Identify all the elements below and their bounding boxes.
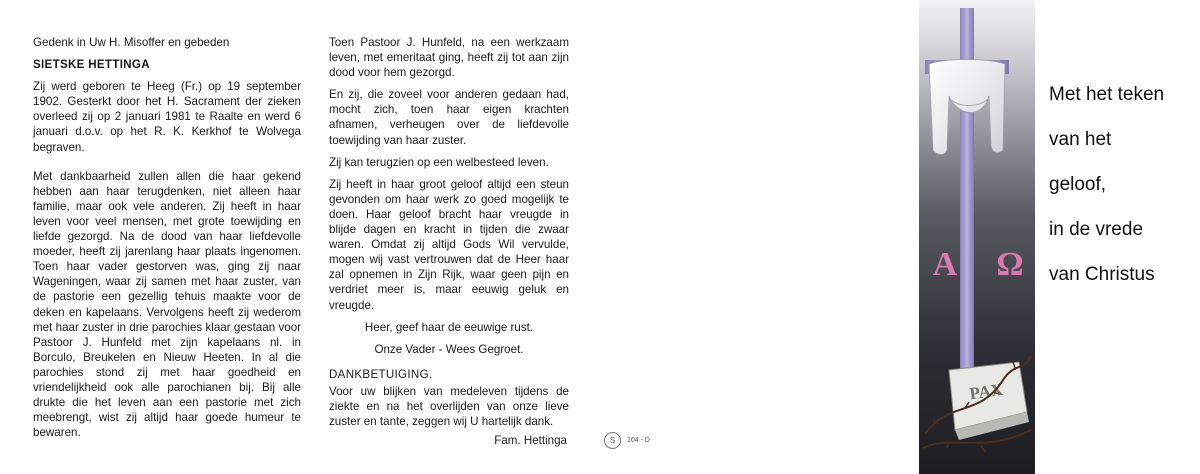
paragraph-faith: Zij heeft in haar groot geloof altijd een steun gevonden om haar werk zo goed mogelijk te doen. Haar geloof bracht haar vreugde in blijde dagen en kracht in tijden die zwaar waren. Omdat zij altijd Gods Wil vervulde, mogen wij vast vertrouwen dat de Heer haar zal opnemen in Zijn Rijk, waar geen pijn en verdriet meer is, maar eeuwig geluk en vreugde.	[329, 177, 569, 312]
verse-line-1: Met het teken	[1049, 84, 1165, 105]
acknowledgement-signature: Fam. Hettinga	[494, 434, 567, 448]
text-column-left	[33, 35, 301, 447]
biography-paragraph-2: Met dankbaarheid zullen allen die haar gekend hebben aan haar terugdenken, niet alleen haar familie, maar ook vele anderen. Zij heeft in haar leven voor veel mensen, met grote toewijding en liefde gezorgd. Na de dood van haar liefdevolle moeder, heeft zij jarenlang haar plaats ingenomen. Toen haar vader gestorven was, ging zij naar Wageningen, waar zij samen met haar zuster, van de pastorie een gezellig tehuis maakte voor de deken en kapelaans. Vervolgens heeft zij wederom met haar zuster in drie parochies klaar gestaan voor Pastoor J. Hunfeld met zijn kapelaans nl. in Borculo, Breukelen en Nieuw Heeten. In al die parochies stond zij met haar goedheid en vriendelijkheid ook alle parochianen bij. Bij alle drukte die het leven aan een pastorie met zich meebrengt, wist zij altijd haar goede humeur te bewaren.	[33, 169, 301, 440]
printer-mark	[604, 432, 650, 449]
verse-line-2: van het	[1049, 129, 1112, 150]
acknowledgement-body: Voor uw blijken van medeleven tijdens de ziekte en na het overlijden van onze lieve zuster en tante, zeggen wij U hartelijk dank.	[329, 385, 569, 429]
paragraph-retirement: Toen Pastoor J. Hunfeld, na een werkzaam leven, met emeritaat ging, heeft zij tot aan zijn dood voor hem gezorgd.	[329, 36, 569, 80]
verse-line-5: van Christus	[1049, 264, 1155, 285]
omega-symbol: Ω	[996, 246, 1024, 283]
acknowledgement-section	[329, 367, 569, 448]
text-column-right	[329, 35, 569, 364]
biography-paragraph-1: Zij werd geboren te Heeg (Fr.) op 19 september 1902. Gesterkt door het H. Sacrament der zieken overleed zij op 2 januari 1981 te Raalte en werd 6 januari d.o.v. op het R. K. Kerkhof te Wolvega begraven.	[33, 80, 301, 154]
printer-code: 104 - D	[627, 437, 650, 444]
acknowledgement-heading: DANKBETUIGING.	[329, 368, 433, 381]
verse-text	[1049, 72, 1164, 297]
cross-illustration	[919, 0, 1035, 474]
pax-inscription: PAX	[968, 379, 1005, 404]
printer-logo-icon: S	[604, 432, 621, 449]
verse-line-4: in de vrede	[1049, 219, 1144, 240]
prayer-line-1: Heer, geef haar de eeuwige rust.	[364, 320, 534, 334]
alpha-symbol: A	[932, 246, 958, 283]
paragraph-care: En zij, die zoveel voor anderen gedaan had, mocht zich, toen haar eigen krachten afnamen, verheugen over de liefdevolle toewijding van haar zuster.	[329, 88, 569, 147]
paragraph-life: Zij kan terugzien op een welbesteed leven.	[329, 155, 549, 169]
verse-line-3: geloof,	[1049, 174, 1107, 195]
deceased-name: SIETSKE HETTINGA	[33, 58, 150, 72]
prayer-line-2: Onze Vader - Wees Gegroet.	[374, 342, 524, 356]
intro-line: Gedenk in Uw H. Misoffer en gebeden	[33, 36, 230, 49]
